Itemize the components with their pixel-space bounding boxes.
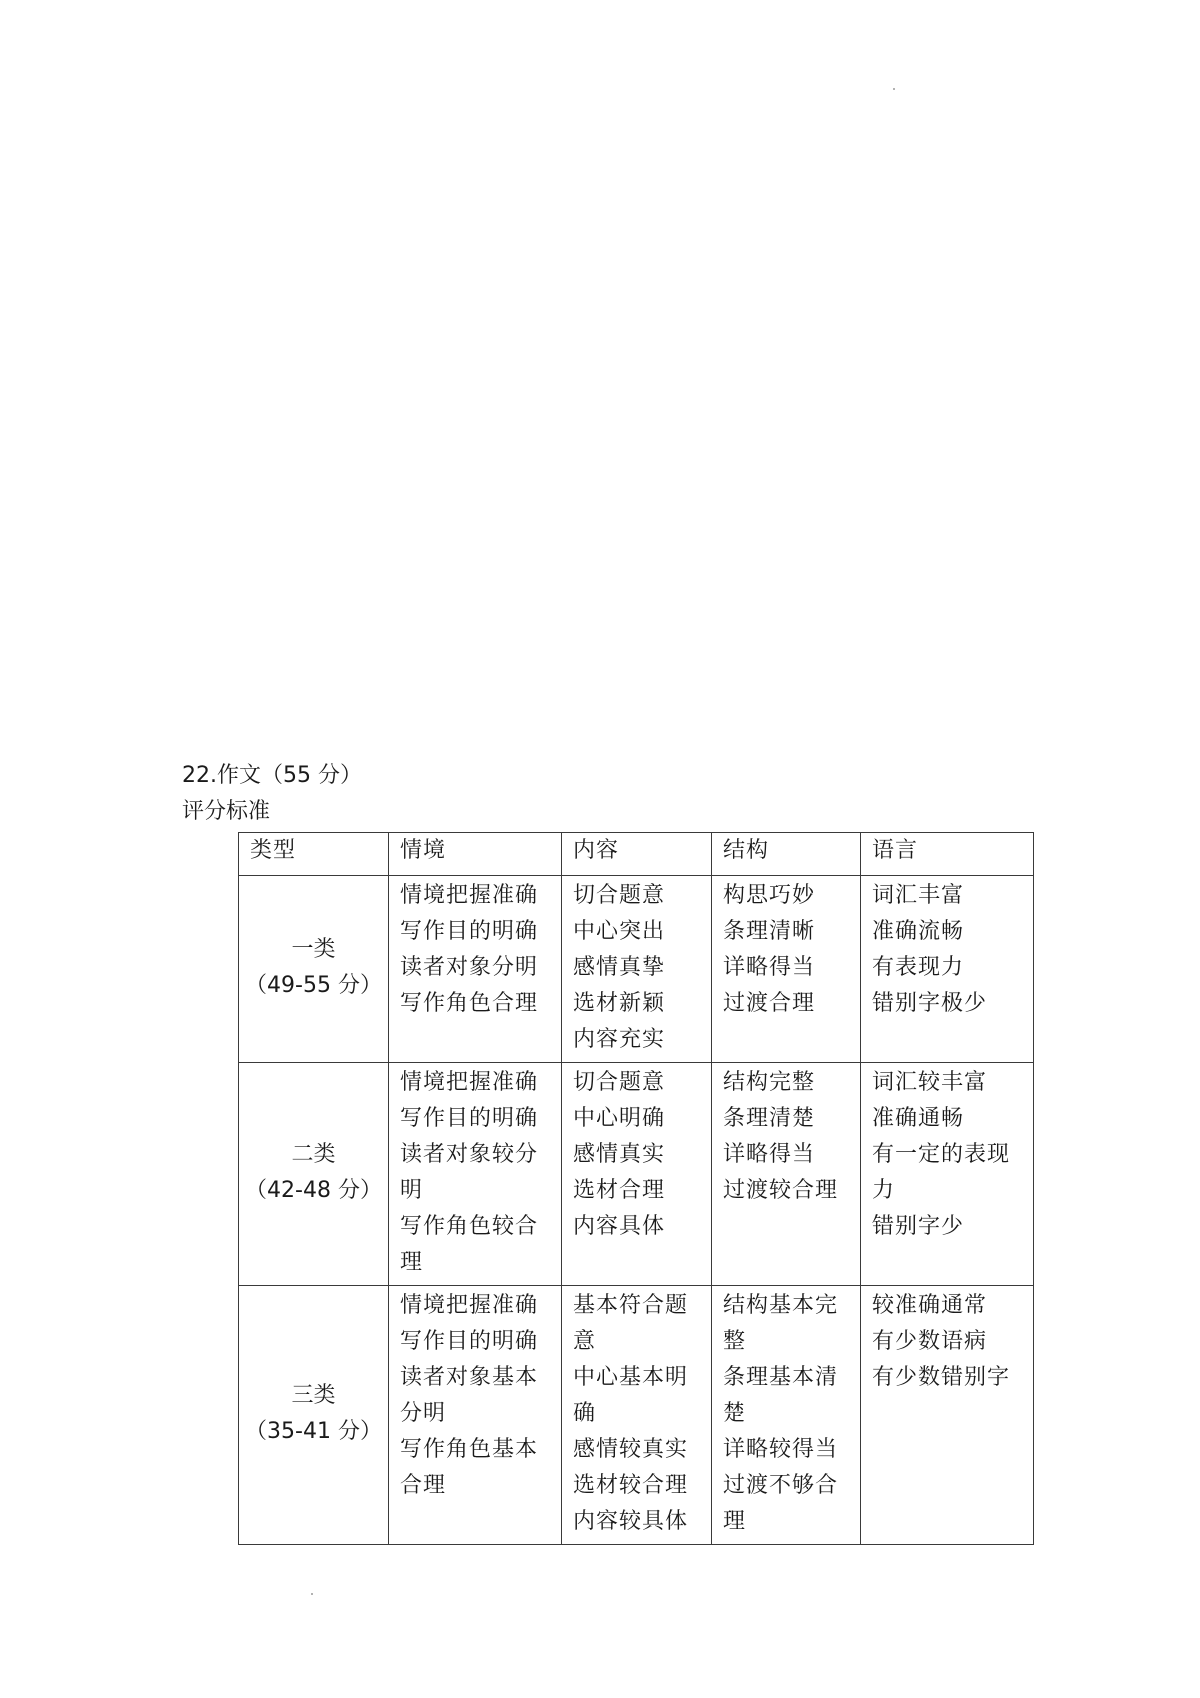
content-criterion: 感情真实 (573, 1142, 666, 1167)
context-criterion: 写作目的明确 (400, 1329, 539, 1354)
rubric-row (239, 1286, 1034, 1545)
content-criterion: 切合题意 (573, 1070, 666, 1095)
context-cell (389, 1286, 562, 1545)
language-cell (861, 1063, 1034, 1286)
structure-cell (712, 1063, 861, 1286)
header-context: 情境 (389, 833, 562, 876)
language-criterion: 词汇丰富 (872, 883, 965, 908)
context-cell (389, 1063, 562, 1286)
content-criterion: 内容较具体 (573, 1509, 689, 1534)
context-criterion: 读者对象基本分明 (400, 1365, 539, 1426)
score-range: （42-48 分） (245, 1178, 382, 1203)
content-cell (562, 1286, 712, 1545)
structure-criterion: 条理清晰 (723, 919, 816, 944)
structure-criterion: 过渡合理 (723, 991, 816, 1016)
content-criterion: 选材新颖 (573, 991, 666, 1016)
score-range: （49-55 分） (245, 973, 382, 998)
content-criterion: 中心基本明确 (573, 1365, 689, 1426)
structure-criterion: 过渡较合理 (723, 1178, 839, 1203)
content-criterion: 内容充实 (573, 1027, 666, 1052)
context-cell (389, 876, 562, 1063)
type-name: 二类 (291, 1142, 336, 1167)
content-criterion: 中心突出 (573, 919, 666, 944)
content-cell (562, 1063, 712, 1286)
language-criterion: 有少数语病 (872, 1329, 988, 1354)
content-criterion: 选材合理 (573, 1178, 666, 1203)
language-criterion: 有少数错别字 (872, 1365, 1011, 1390)
rubric-row (239, 876, 1034, 1063)
type-name: 一类 (291, 937, 336, 962)
context-criterion: 写作角色较合理 (400, 1214, 539, 1275)
content-criterion: 选材较合理 (573, 1473, 689, 1498)
context-criterion: 写作角色合理 (400, 991, 539, 1016)
structure-criterion: 条理清楚 (723, 1106, 816, 1131)
language-criterion: 有一定的表现力 (872, 1142, 1011, 1203)
content-criterion: 切合题意 (573, 883, 666, 908)
context-criterion: 写作目的明确 (400, 1106, 539, 1131)
context-criterion: 读者对象较分明 (400, 1142, 539, 1203)
header-language: 语言 (861, 833, 1034, 876)
scoring-rubric-table (238, 832, 1034, 1545)
context-criterion: 写作目的明确 (400, 919, 539, 944)
header-content: 内容 (562, 833, 712, 876)
rubric-header-row (239, 833, 1034, 876)
structure-criterion: 结构基本完整 (723, 1293, 839, 1354)
rubric-body (239, 876, 1034, 1545)
context-criterion: 情境把握准确 (400, 1070, 539, 1095)
type-cell (239, 876, 389, 1063)
language-criterion: 词汇较丰富 (872, 1070, 988, 1095)
structure-criterion: 详略得当 (723, 955, 816, 980)
header-structure: 结构 (712, 833, 861, 876)
language-criterion: 准确通畅 (872, 1106, 965, 1131)
score-range: （35-41 分） (245, 1419, 382, 1444)
language-cell (861, 1286, 1034, 1545)
language-cell (861, 876, 1034, 1063)
content-criterion: 感情真挚 (573, 955, 666, 980)
structure-criterion: 过渡不够合理 (723, 1473, 839, 1534)
content-criterion: 中心明确 (573, 1106, 666, 1131)
structure-cell (712, 876, 861, 1063)
language-criterion: 错别字极少 (872, 991, 988, 1016)
structure-criterion: 详略较得当 (723, 1437, 839, 1462)
page-speck-bottom (311, 1593, 313, 1595)
language-criterion: 错别字少 (872, 1214, 965, 1239)
context-criterion: 情境把握准确 (400, 883, 539, 908)
content-criterion: 基本符合题意 (573, 1293, 689, 1354)
structure-criterion: 条理基本清楚 (723, 1365, 839, 1426)
structure-criterion: 构思巧妙 (723, 883, 816, 908)
structure-cell (712, 1286, 861, 1545)
page-speck-top (893, 88, 895, 90)
context-criterion: 情境把握准确 (400, 1293, 539, 1318)
language-criterion: 有表现力 (872, 955, 965, 980)
structure-criterion: 详略得当 (723, 1142, 816, 1167)
context-criterion: 写作角色基本合理 (400, 1437, 539, 1498)
context-criterion: 读者对象分明 (400, 955, 539, 980)
content-criterion: 感情较真实 (573, 1437, 689, 1462)
type-cell (239, 1063, 389, 1286)
type-name: 三类 (291, 1383, 336, 1408)
language-criterion: 较准确通常 (872, 1293, 988, 1318)
structure-criterion: 结构完整 (723, 1070, 816, 1095)
rubric-row (239, 1063, 1034, 1286)
language-criterion: 准确流畅 (872, 919, 965, 944)
type-cell (239, 1286, 389, 1545)
question-title: 22.作文（55 分） (182, 763, 362, 788)
content-criterion: 内容具体 (573, 1214, 666, 1239)
content-cell (562, 876, 712, 1063)
header-type: 类型 (239, 833, 389, 876)
scoring-standard-heading: 评分标准 (182, 799, 271, 824)
